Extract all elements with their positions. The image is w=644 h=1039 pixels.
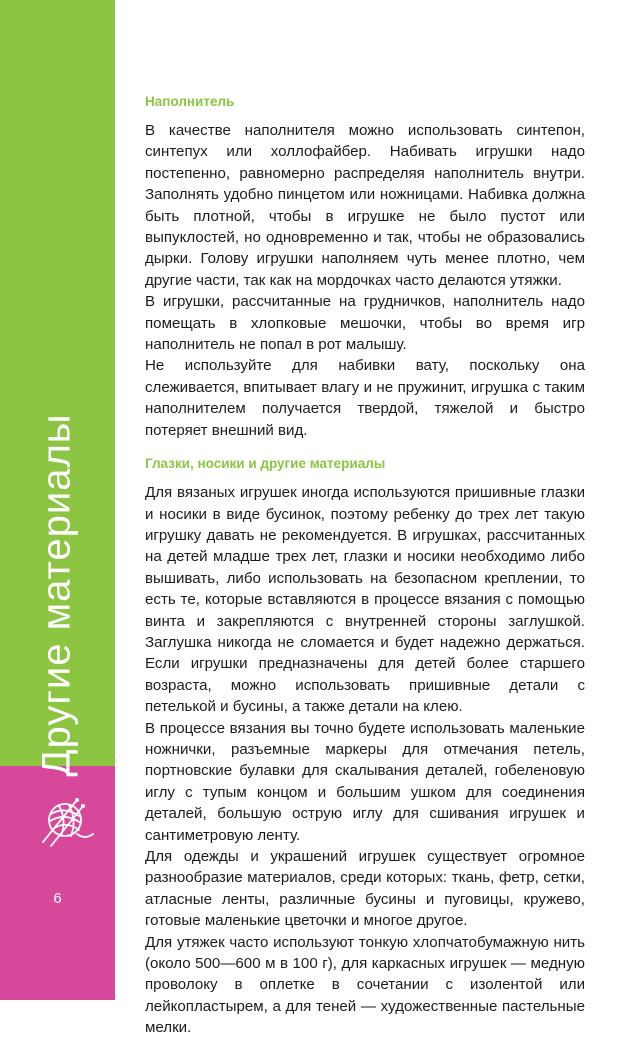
- section-filler: [145, 93, 585, 441]
- main-content: [145, 93, 585, 1039]
- section-eyes-noses: [145, 455, 585, 1039]
- paragraph: Для вязаных игрушек иногда используются пришивные глазки и носики в виде бусинок, поэтому ребенку до трех лет такую игрушку давать не рекомендуется. В игрушках, рассчитанных на детей младше трех лет, глазки и носики необходимо либо вышивать, либо использовать на безопасном креплении, то есть те, которые вставляются в процессе вязания с помощью винта и закрепляются с внутренней стороны заглушкой. Заглушка никогда не сломается и будет надежно держаться. Если игрушки предназначены для детей более старшего возраста, можно использовать пришивные детали с петелькой и бусины, а также детали на клею.: [145, 484, 585, 716]
- paragraph: Для утяжек часто используют тонкую хлопчатобумажную нить (около 500—600 м в 100 г), для каркасных игрушек — медную проволоку в оплетке в сочетании с изолентой или лейкопластырем, а для теней — художественные пастельные мелки.: [145, 933, 585, 1037]
- section-heading: Глазки, носики и другие материалы: [145, 456, 386, 472]
- paragraph: Не используйте для набивки вату, поскольку она слеживается, впитывает влагу и не пружинит, игрушка с таким наполнителем получается твердой, тяжелой и быстро потеряет внешний вид.: [145, 357, 585, 439]
- chapter-title-vertical: Другие материалы: [34, 413, 79, 777]
- page-number: 6: [53, 890, 62, 907]
- section-heading: Наполнитель: [145, 94, 235, 109]
- paragraph: В качестве наполнителя можно использовать синтепон, синтепух или холлофайбер. Набивать игрушки надо постепенно, равномерно распределяя наполнитель внутри. Заполнять удобно пинцетом или ножницами. Набивка должна быть плотной, чтобы в игрушке не было пустот или выпуклостей, но одновременно и так, чтобы не образовались дырки. Голову игрушки наполняем чуть менее плотно, чем другие части, так как на мордочках часто делаются утяжки.: [145, 122, 585, 289]
- paragraph: В игрушки, рассчитанные на грудничков, наполнитель надо помещать в хлопковые мешочки, чтобы во время игр наполнитель не попал в рот малышу.: [145, 293, 585, 354]
- paragraph: Для одежды и украшений игрушек существует огромное разнообразие материалов, среди которых: ткань, фетр, сетки, атласные ленты, различные бусины и пуговицы, кружево, готовые маленькие цветочки и многое другое.: [145, 848, 585, 930]
- paragraph: В процессе вязания вы точно будете использовать маленькие ножнички, разъемные маркеры для отмечания петель, портновские булавки для скалывания деталей, гобеленовую иглу с тупым концом и большим ушком для соединения деталей, большую острую иглу для сшивания игрушек и сантиметровую ленту.: [145, 719, 585, 844]
- yarn-ball-with-needles-icon: [37, 790, 97, 850]
